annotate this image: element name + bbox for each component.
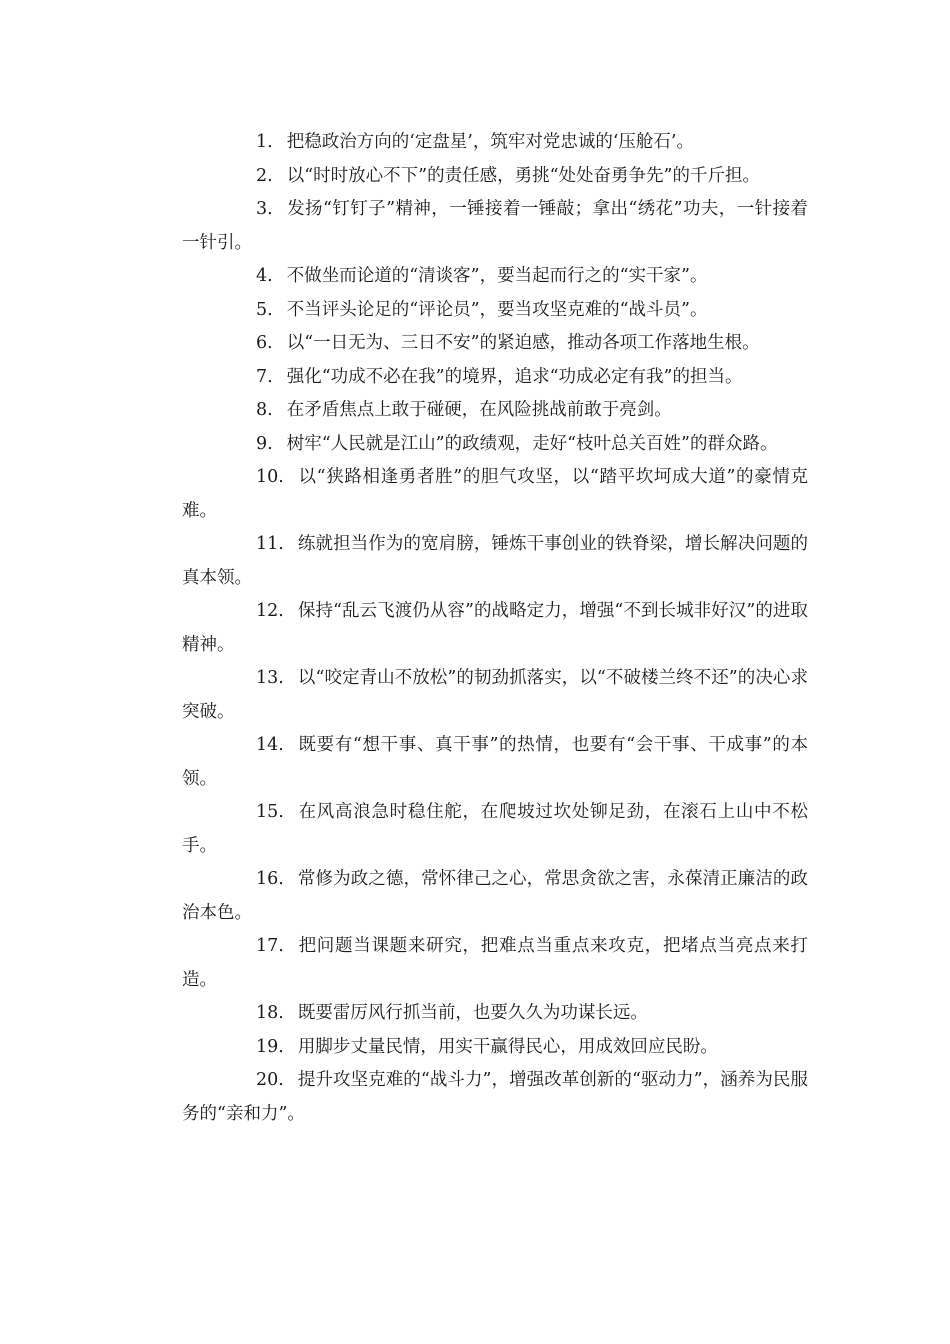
item-number: 2. <box>256 165 273 186</box>
list-item <box>182 595 808 662</box>
item-number: 11. <box>256 534 284 554</box>
list-item <box>182 428 808 462</box>
item-text: 发扬“钉钉子”精神，一锤接着一锤敲；拿出“绣花”功夫，一针接着一针引。 <box>182 199 808 253</box>
item-number: 12. <box>256 601 284 621</box>
item-text: 用脚步丈量民情，用实干赢得民心，用成效回应民盼。 <box>297 1036 718 1057</box>
list-item <box>182 260 808 294</box>
list-item <box>182 863 808 930</box>
item-text: 在矛盾焦点上敢于碰硬，在风险挑战前敢于亮剑。 <box>286 400 672 420</box>
item-number: 14. <box>256 735 284 755</box>
item-text: 以“咬定青山不放松”的韧劲抓落实，以“不破楼兰终不还”的决心求突破。 <box>182 668 808 722</box>
item-text: 树牢“人民就是江山”的政绩观，走好“枝叶总关百姓”的群众路。 <box>286 433 778 454</box>
item-number: 1. <box>256 132 273 152</box>
item-number: 8. <box>256 400 273 420</box>
list-item <box>182 361 808 395</box>
list-item <box>182 126 808 160</box>
item-number: 19. <box>256 1036 284 1057</box>
item-text: 既要雷厉风行抓当前，也要久久为功谋长远。 <box>297 1003 648 1023</box>
item-number: 6. <box>256 333 273 353</box>
item-text: 练就担当作为的宽肩膀，锤炼干事创业的铁脊梁，增长解决问题的真本领。 <box>182 534 808 588</box>
list-item <box>182 997 808 1031</box>
item-text: 以“狭路相逢勇者胜”的胆气攻坚，以“踏平坎坷成大道”的豪情克难。 <box>182 467 808 521</box>
numbered-list <box>182 126 808 1131</box>
item-text: 把稳政治方向的‘定盘星’，筑牢对党忠诚的‘压舱石’。 <box>286 132 694 152</box>
item-number: 20. <box>256 1070 284 1090</box>
item-number: 15. <box>256 802 284 822</box>
list-item <box>182 729 808 796</box>
item-text: 把问题当课题来研究，把难点当重点来攻克，把堵点当亮点来打造。 <box>182 936 808 990</box>
item-number: 4. <box>256 266 273 286</box>
item-text: 提升攻坚克难的“战斗力”，增强改革创新的“驱动力”，涵养为民服务的“亲和力”。 <box>182 1070 808 1124</box>
list-item <box>182 327 808 361</box>
item-text: 保持“乱云飞渡仍从容”的战略定力，增强“不到长城非好汉”的进取精神。 <box>182 601 808 655</box>
list-item <box>182 796 808 863</box>
list-item <box>182 394 808 428</box>
item-text: 强化“功成不必在我”的境界，追求“功成必定有我”的担当。 <box>286 366 743 387</box>
item-number: 10. <box>256 467 284 487</box>
list-item <box>182 930 808 997</box>
list-item <box>182 160 808 194</box>
list-item <box>182 528 808 595</box>
item-text: 以“一日无为、三日不安”的紧迫感，推动各项工作落地生根。 <box>286 333 760 353</box>
list-item <box>182 461 808 528</box>
item-text: 不当评头论足的“评论员”，要当攻坚克难的“战斗员”。 <box>286 299 708 320</box>
item-text: 不做坐而论道的“清谈客”，要当起而行之的“实干家”。 <box>286 266 708 286</box>
item-text: 以“时时放心不下”的责任感，勇挑“处处奋勇争先”的千斤担。 <box>286 165 760 186</box>
item-number: 17. <box>256 936 284 956</box>
item-number: 13. <box>256 668 284 688</box>
item-number: 3. <box>256 199 273 219</box>
item-number: 16. <box>256 869 284 889</box>
item-number: 7. <box>256 366 273 387</box>
list-item <box>182 1064 808 1131</box>
list-item <box>182 1031 808 1065</box>
item-number: 5. <box>256 299 273 320</box>
list-item <box>182 193 808 260</box>
item-text: 常修为政之德，常怀律己之心，常思贪欲之害，永葆清正廉洁的政治本色。 <box>182 869 808 923</box>
item-text: 既要有“想干事、真干事”的热情，也要有“会干事、干成事”的本领。 <box>182 735 808 789</box>
item-number: 18. <box>256 1003 284 1023</box>
list-item <box>182 662 808 729</box>
list-item <box>182 294 808 328</box>
item-number: 9. <box>256 433 273 454</box>
item-text: 在风高浪急时稳住舵，在爬坡过坎处铆足劲，在滚石上山中不松手。 <box>182 802 808 856</box>
